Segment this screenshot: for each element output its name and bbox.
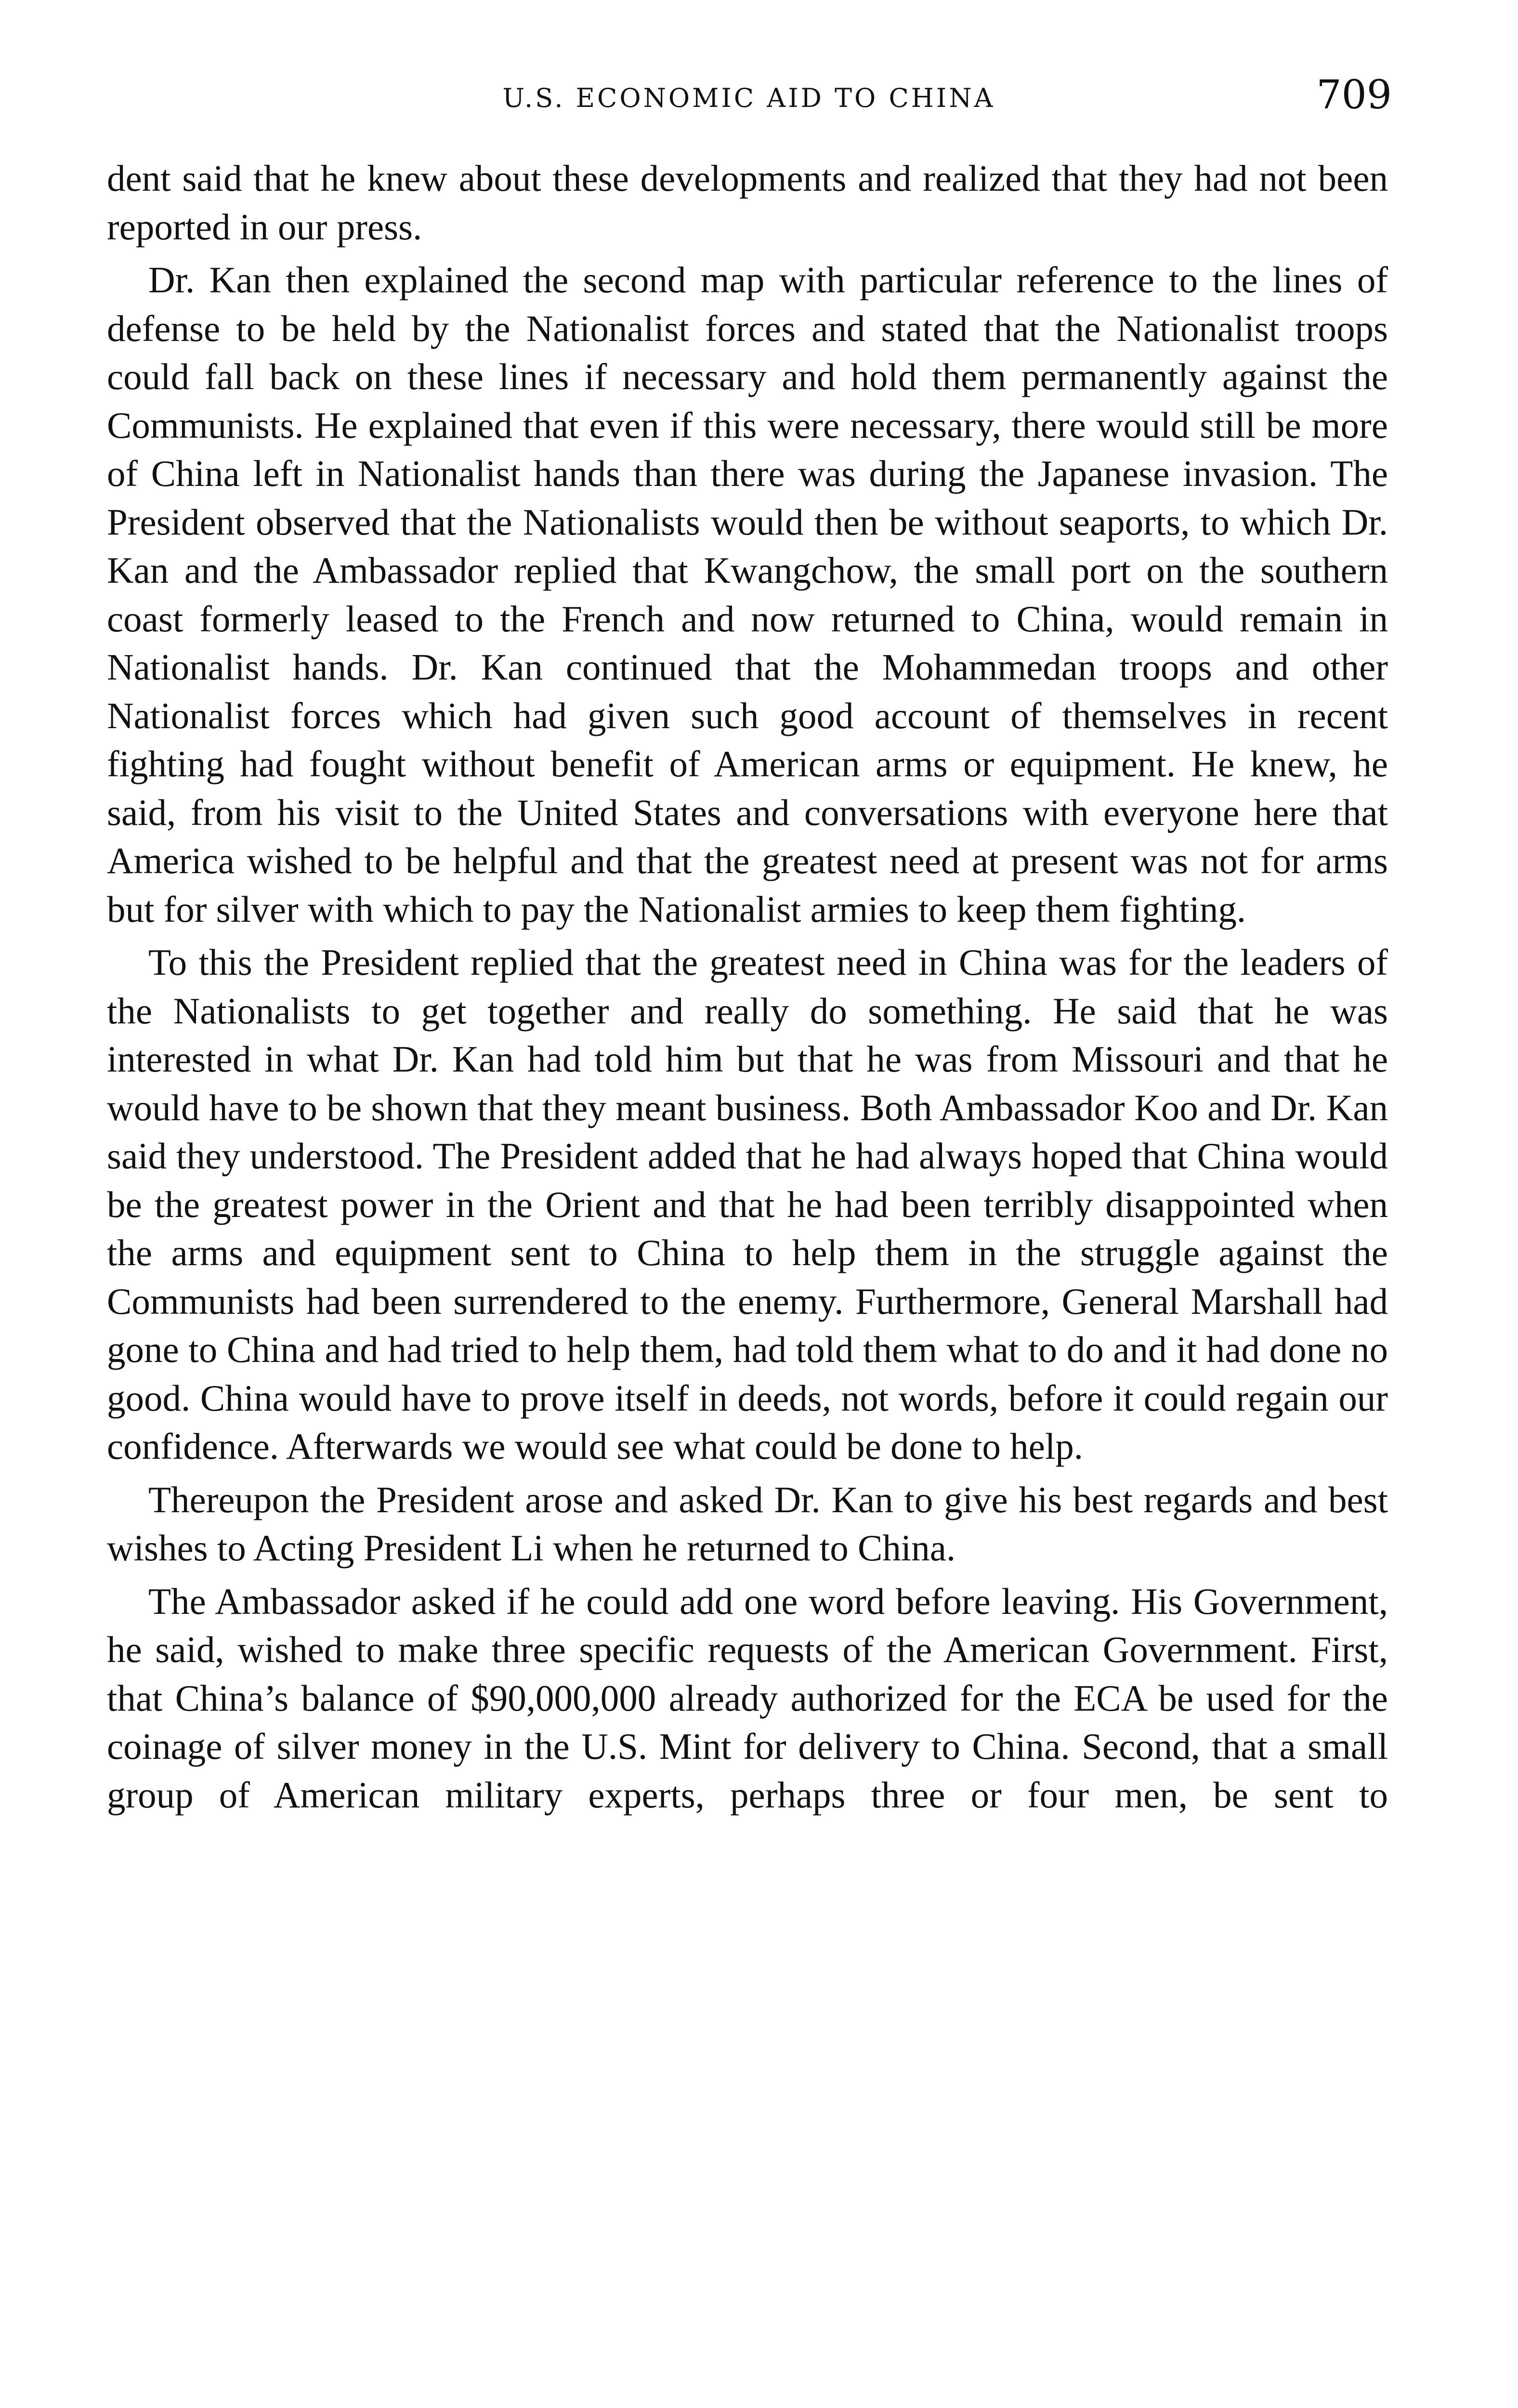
running-title: U.S. ECONOMIC AID TO CHINA: [502, 83, 995, 113]
paragraph-president-arose: Thereupon the President arose and asked Dr. Kan to give his best regards and best wishes to Acting President Li when he returned to China.: [107, 1479, 1388, 1569]
page-number: 709: [1316, 72, 1392, 118]
paragraph-president-reply: To this the President replied that the greatest need in China was for the leaders of the Nationalists to get together and really do something. He said that he was interested in what Dr. Kan had told him but that he was from Missouri and that he would have to be shown that they meant business. Both Ambassador Koo and Dr. Kan said they understood. The President added that he had always hoped that China would be the greatest power in the Orient and that he had been terribly disappointed when the arms and equipment sent to China to help them in the struggle against the Communists had been surrendered to the enemy. Furthermore, General Marshall had gone to China and had tried to help them, had told them what to do and it had done no good. China would have to prove itself in deeds, not words, before it could regain our confidence. Afterwards we would see what could be done to help.: [107, 942, 1388, 1467]
paragraph-second-map: Dr. Kan then explained the second map with particular reference to the lines of defense to be held by the Nationalist forces and stated that the Nationalist troops could fall back on these lines if necessary and hold them permanently against the Communists. He explained that even if this were necessary, there would still be more of China left in Nationalist hands than there was during the Japanese invasion. The President observed that the Nationalists would then be without seaports, to which Dr. Kan and the Ambassador replied that Kwangchow, the small port on the southern coast formerly leased to the French and now returned to China, would remain in Nationalist hands. Dr. Kan continued that the Mohammedan troops and other Nationalist forces which had given such good account of themselves in recent fighting had fought without benefit of American arms or equipment. He knew, he said, from his visit to the United States and conversations with everyone here that America wished to be helpful and that the greatest need at present was not for arms but for silver with which to pay the Nationalist armies to keep them fighting.: [107, 259, 1388, 930]
paragraph-continuation: dent said that he knew about these developments and realized that they had not been reported in our press.: [107, 157, 1388, 248]
running-header: [106, 72, 1392, 125]
body-text: [107, 154, 1388, 1824]
paragraph-ambassador-requests: The Ambassador asked if he could add one word before leaving. His Government, he said, wished to make three specific requests of the American Government. First, that China’s balance of $90,000,000 already authorized for the ECA be used for the coinage of silver money in the U.S. Mint for delivery to China. Second, that a small group of American military experts, perhaps three or four men, be sent to: [107, 1580, 1388, 1816]
